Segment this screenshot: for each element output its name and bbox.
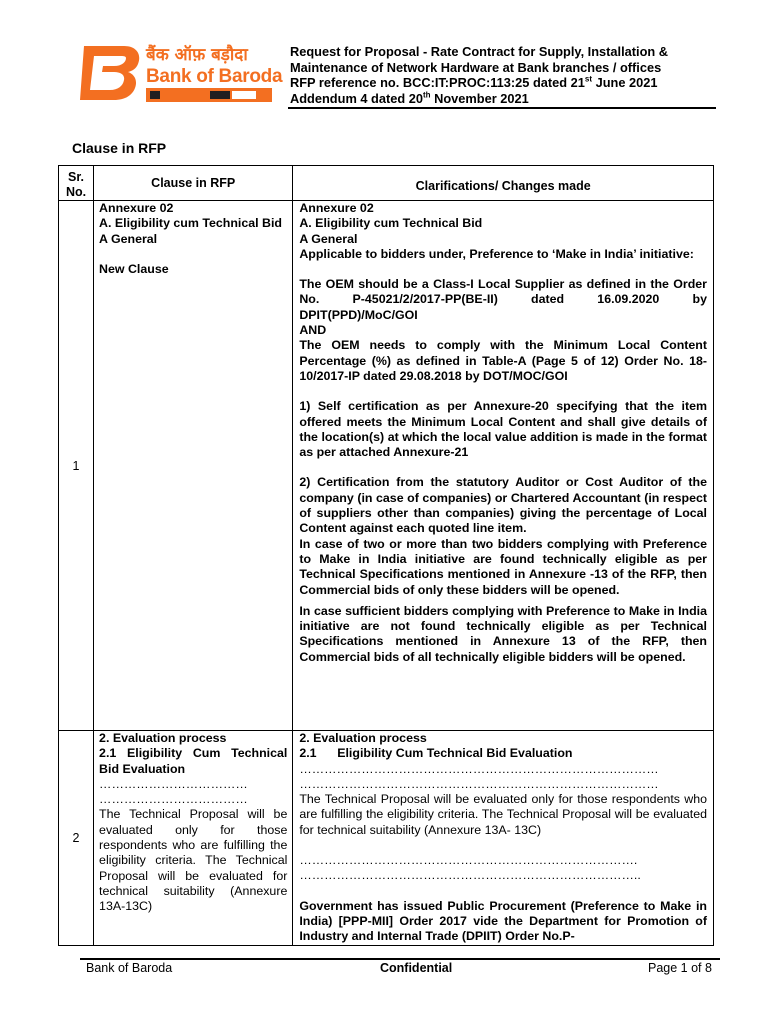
logo-english-text: Bank of Baroda <box>146 66 283 87</box>
row-2-clause-line: ……………………………… <box>99 776 248 791</box>
footer-center: Confidential <box>380 961 453 975</box>
footer-left: Bank of Baroda <box>86 961 173 975</box>
header-clarification: Clarifications/ Changes made <box>293 166 714 201</box>
row-1-clause-line: Annexure 02 <box>99 201 174 215</box>
row-2-clause-line: ……………………………… <box>99 792 248 807</box>
header-sr-no: Sr. No. <box>59 166 94 201</box>
clar-paragraph: 2) Certification from the statutory Auditor or Cost Auditor of the company (in case of companies) or Chartered Accountant (in respect of suppliers other than companies) giving the percentage of Local Content against each quoted line item. <box>299 475 707 536</box>
clar-line: …………………………………………………………………………… <box>299 776 659 791</box>
row-2-clause-line: 2. Evaluation process <box>99 731 227 745</box>
clar-line: Annexure 02 <box>299 201 374 215</box>
clar-line: A General <box>299 231 358 246</box>
clar-line: A. Eligibility cum Technical Bid <box>299 216 483 231</box>
clar-paragraph: In case of two or more than two bidders complying with Preference to Make in India initiative are found technically eligible as per Technical Specifications mentioned in Annexure -13 of the RFP, then Commercial bids of only these bidders will be opened. <box>299 536 707 597</box>
document-header <box>290 44 722 106</box>
clar-paragraph: The OEM needs to comply with the Minimum Local Content Percentage (%) as defined in Table-A (Page 5 of 12) Order No. 18-10/2017-IP dated 29.08.2018 by DOT/MOC/GOI <box>299 338 707 383</box>
table-row <box>59 731 714 946</box>
clar-line: ………………………………………………………………………. <box>299 853 638 868</box>
clar-line: …………………………………………………………………………… <box>299 761 659 776</box>
table-row <box>59 201 714 731</box>
header-divider <box>288 107 716 109</box>
header-line-4: Addendum 4 dated 20th November 2021 <box>290 90 529 106</box>
row-1-sr: 1 <box>59 201 94 731</box>
table-header-row <box>59 166 714 201</box>
header-line-3: RFP reference no. BCC:IT:PROC:113:25 dated 21st June 2021 <box>290 74 658 91</box>
row-2-clarification <box>293 731 714 946</box>
row-1-clause-line: New Clause <box>99 261 169 276</box>
row-2-clause-line: 2.1 Eligibility Cum Technical Bid Evaluation <box>99 746 288 776</box>
row-2-clause-line: The Technical Proposal will be evaluated only for those respondents who are fulfilling the eligibility criteria. The Technical Proposal will be evaluated for technical suitability (Annexure 13A-13C) <box>99 807 288 914</box>
footer-page-number: Page 1 of 8 <box>648 961 712 975</box>
header-line-1: Request for Proposal - Rate Contract for Supply, Installation & <box>290 44 669 59</box>
clar-paragraph: In case sufficient bidders complying with Preference to Make in India initiative are not found technically eligible as per Technical Specifications mentioned in Annexure 13 of the RFP, then Commercial bids of all technically eligible bidders will be opened. <box>299 603 707 664</box>
row-1-clause <box>94 201 293 731</box>
row-1-clause-line: A General <box>99 231 158 246</box>
clar-paragraph: The Technical Proposal will be evaluated only for those respondents who are fulfilling the eligibility criteria. The Technical Proposal will be evaluated for technical suitability (Annexure 13A- 13C) <box>299 792 707 837</box>
row-2-clause <box>94 731 293 946</box>
row-1-clause-line: A. Eligibility cum Technical Bid <box>99 216 282 231</box>
clar-paragraph: The OEM should be a Class-I Local Supplier as defined in the Order No. P-45021/2/2017-PP(BE-II) dated 16.09.2020 by DPIT(PPD)/MoC/GOI <box>299 277 707 322</box>
header-line-2: Maintenance of Network Hardware at Bank branches / offices <box>290 59 662 75</box>
section-title: Clause in RFP <box>72 140 167 156</box>
header-clause: Clause in RFP <box>94 166 293 201</box>
row-2-sr: 2 <box>59 731 94 946</box>
clar-line: 2.1 Eligibility Cum Technical Bid Evaluation <box>299 746 573 761</box>
clar-line: Applicable to bidders under, Preference to ‘Make in India’ initiative: <box>299 246 694 261</box>
clar-paragraph: 1) Self certification as per Annexure-20 specifying that the item offered meets the Minimum Local Content and shall give details of the location(s) at which the local value addition is made in the format as per attached Annexure-21 <box>299 399 707 460</box>
footer-divider <box>80 958 720 960</box>
row-1-clarification <box>293 201 714 731</box>
clar-paragraph: Government has issued Public Procurement (Preference to Make in India) [PPP-MII] Order 2017 vide the Department for Promotion of Industry and Internal Trade (DPIIT) Order No.P- <box>299 898 707 944</box>
logo-hindi-text: बैंक ऑफ़ बड़ौदा <box>146 45 248 65</box>
clar-line: ……………………………………………………………………….. <box>299 868 641 883</box>
clar-line: 2. Evaluation process <box>299 731 427 745</box>
clar-paragraph: AND <box>299 323 327 338</box>
bank-logo <box>80 42 283 106</box>
clarification-table <box>58 165 714 946</box>
